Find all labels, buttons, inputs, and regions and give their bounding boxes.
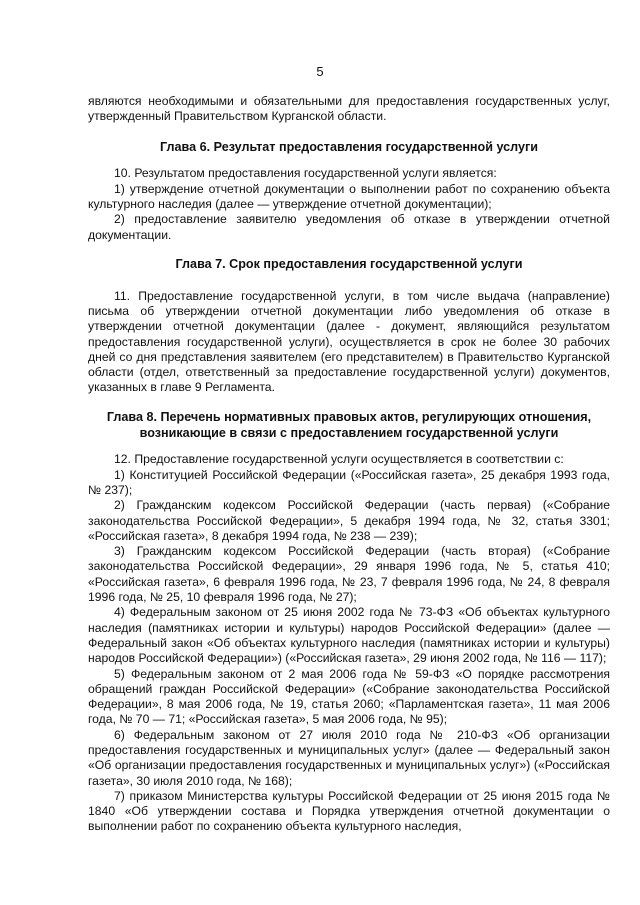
paragraph: 2) предоставление заявителю уведомления об отказе в утверждении отчетной документации. — [88, 212, 610, 242]
paragraph: 10. Результатом предоставления государственной услуги является: — [114, 166, 497, 181]
paragraph: 2) Гражданским кодексом Российской Федерации (часть первая) («Собрание законодательства Российской Федерации», 5 декабря 1994 года, № 32, статья 3301; «Российская газета», 8 декабря 1994 года, № 238 — 239); — [88, 498, 610, 543]
page-number: 5 — [316, 64, 324, 79]
paragraph: 11. Предоставление государственной услуги, в том числе выдача (направление) письма об утверждении отчетной документации либо уведомления об отказе в утверждении отчетной документации (далее - документ, являющийся результатом предоставления государственной услуги), осуществляется в срок не более 30 рабочих дней со дня представления заявителем (его представителем) в Правительство Курганской области (отдел, ответственный за предоставление государственной услуги) документов, указанных в главе 9 Регламента. — [88, 288, 610, 395]
chapter-8-heading — [88, 410, 610, 442]
paragraph: 5) Федеральным законом от 2 мая 2006 года № 59-ФЗ «О порядке рассмотрения обращений граждан Российской Федерации» («Собрание законодательства Российской Федерации», 8 мая 2006 года, № 19, статья 2060; «Парламентская газета», 11 мая 2006 года, № 70 — 71; «Российская газета», 5 мая 2006 года, № 95); — [88, 666, 610, 727]
paragraph: 3) Гражданским кодексом Российской Федерации (часть вторая) («Собрание законодательства Российской Федерации», 29 января 1996 года, № 5, статья 410; «Российская газета», 6 февраля 1996 года, № 23, 7 февраля 1996 года, № 24, 8 февраля 1996 года, № 25, 10 февраля 1996 года, № 27); — [88, 544, 610, 605]
paragraph: 7) приказом Министерства культуры Российской Федерации от 25 июня 2015 года № 1840 «Об утверждении состава и Порядка утверждения отчетной документации о выполнении работ по сохранению объекта культурного наследия, — [88, 788, 610, 834]
document-body — [88, 94, 610, 835]
chapter-8-heading-line-1: Глава 8. Перечень нормативных правовых актов, регулирующих отношения, — [106, 409, 592, 424]
paragraph: 12. Предоставление государственной услуги осуществляется в соответствии с: — [114, 452, 564, 467]
chapter-8-heading-line-2: возникающие в связи с предоставлением государственной услуги — [139, 425, 559, 440]
chapter-6-text — [88, 166, 610, 242]
paragraph: 1) Конституцией Российской Федерации («Российская газета», 25 декабря 1993 года, № 237); — [88, 467, 610, 497]
paragraph: 4) Федеральным законом от 25 июня 2002 года № 73-ФЗ «Об объектах культурного наследия (памятниках истории и культуры) народов Российской Федерации» (далее — Федеральный закон «Об объектах культурного наследия (памятниках истории и культуры) народов Российской Федерации») («Российская газета», 29 июня 2002 года, № 116 — 117); — [88, 605, 610, 666]
paragraph: 1) утверждение отчетной документации о выполнении работ по сохранению объекта культурного наследия (далее — утверждение отчетной документации); — [88, 181, 610, 211]
chapter-6-heading: Глава 6. Результат предоставления государственной услуги — [160, 139, 538, 154]
intro-paragraph: являются необходимыми и обязательными для предоставления государственных услуг, утвержденный Правительством Курганской области. — [88, 94, 610, 124]
chapter-8-text — [88, 452, 610, 834]
chapter-7-text — [88, 289, 610, 396]
chapter-7-heading: Глава 7. Срок предоставления государственной услуги — [175, 256, 523, 271]
paragraph: 6) Федеральным законом от 27 июля 2010 года № 210-ФЗ «Об организации предоставления государственных и муниципальных услуг» (далее — Федеральный закон «Об организации предоставления государственных и муниципальных услуг») («Российская газета», 30 июля 2010 года, № 168); — [88, 727, 610, 788]
